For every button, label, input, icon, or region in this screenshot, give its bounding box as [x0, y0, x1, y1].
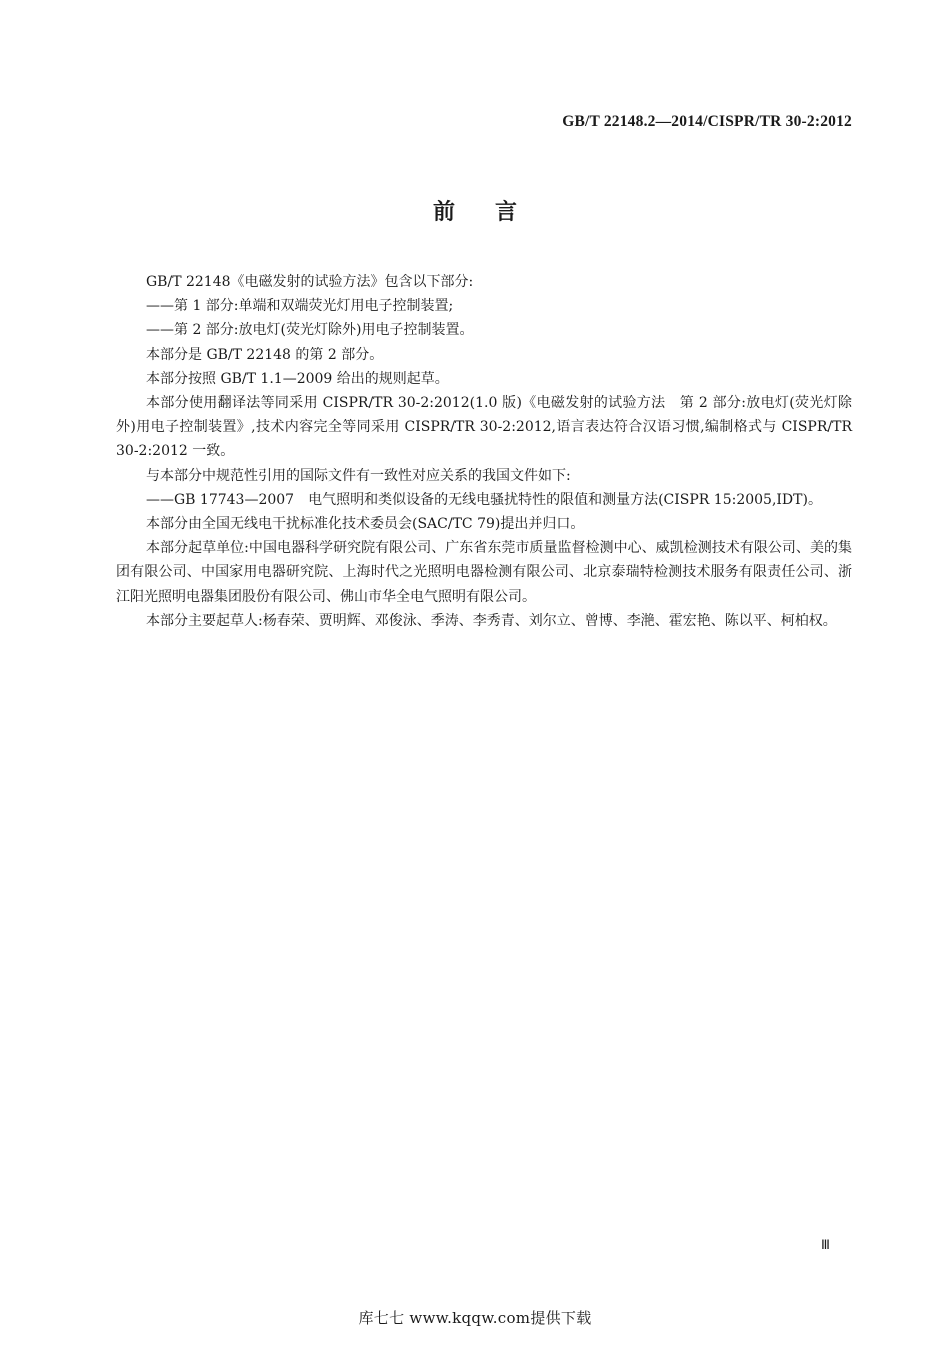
paragraph-drafting-units: 本部分起草单位:中国电器科学研究院有限公司、广东省东莞市质量监督检测中心、威凯检测技术有限公司、美的集团有限公司、中国家用电器研究院、上海时代之光照明电器检测有限公司、北京泰瑞特检测技术服务有限责任公司、浙江阳光照明电器集团股份有限公司、佛山市华全电气照明有限公司。: [116, 540, 852, 605]
paragraph-drafting-rules: 本部分按照 GB/T 1.1—2009 给出的规则起草。: [146, 370, 449, 387]
page-number: Ⅲ: [821, 1237, 830, 1252]
list-item-part-2: ——第 2 部分:放电灯(荧光灯除外)用电子控制装置。: [146, 322, 474, 339]
footer-watermark: 库七七 www.kqqw.com提供下载: [358, 1309, 592, 1327]
standard-code-header: GB/T 22148.2—2014/CISPR/TR 30-2:2012: [562, 113, 852, 130]
paragraph-drafters: 本部分主要起草人:杨春荣、贾明辉、邓俊泳、季涛、李秀青、刘尔立、曾博、李滟、霍宏艳、陈以平、柯柏权。: [146, 612, 837, 629]
list-item-gb17743: ——GB 17743—2007 电气照明和类似设备的无线电骚扰特性的限值和测量方法(CISPR 15:2005,IDT)。: [146, 491, 822, 508]
preface-body: [116, 270, 852, 633]
paragraph-intro: GB/T 22148《电磁发射的试验方法》包含以下部分:: [146, 274, 474, 290]
page-title: 前言: [432, 200, 557, 225]
paragraph-adoption: 本部分使用翻译法等同采用 CISPR/TR 30-2:2012(1.0 版)《电磁发射的试验方法 第 2 部分:放电灯(荧光灯除外)用电子控制装置》,技术内容完全等同采用 CISPR/TR 30-2:2012,语言表达符合汉语习惯,编制格式与 CISPR/TR 30-2:2012 一致。: [116, 395, 852, 460]
paragraph-proposer: 本部分由全国无线电干扰标准化技术委员会(SAC/TC 79)提出并归口。: [146, 516, 585, 533]
paragraph-part-statement: 本部分是 GB/T 22148 的第 2 部分。: [146, 346, 384, 363]
paragraph-normative-references: 与本部分中规范性引用的国际文件有一致性对应关系的我国文件如下:: [146, 467, 571, 484]
list-item-part-1: ——第 1 部分:单端和双端荧光灯用电子控制装置;: [146, 298, 454, 315]
